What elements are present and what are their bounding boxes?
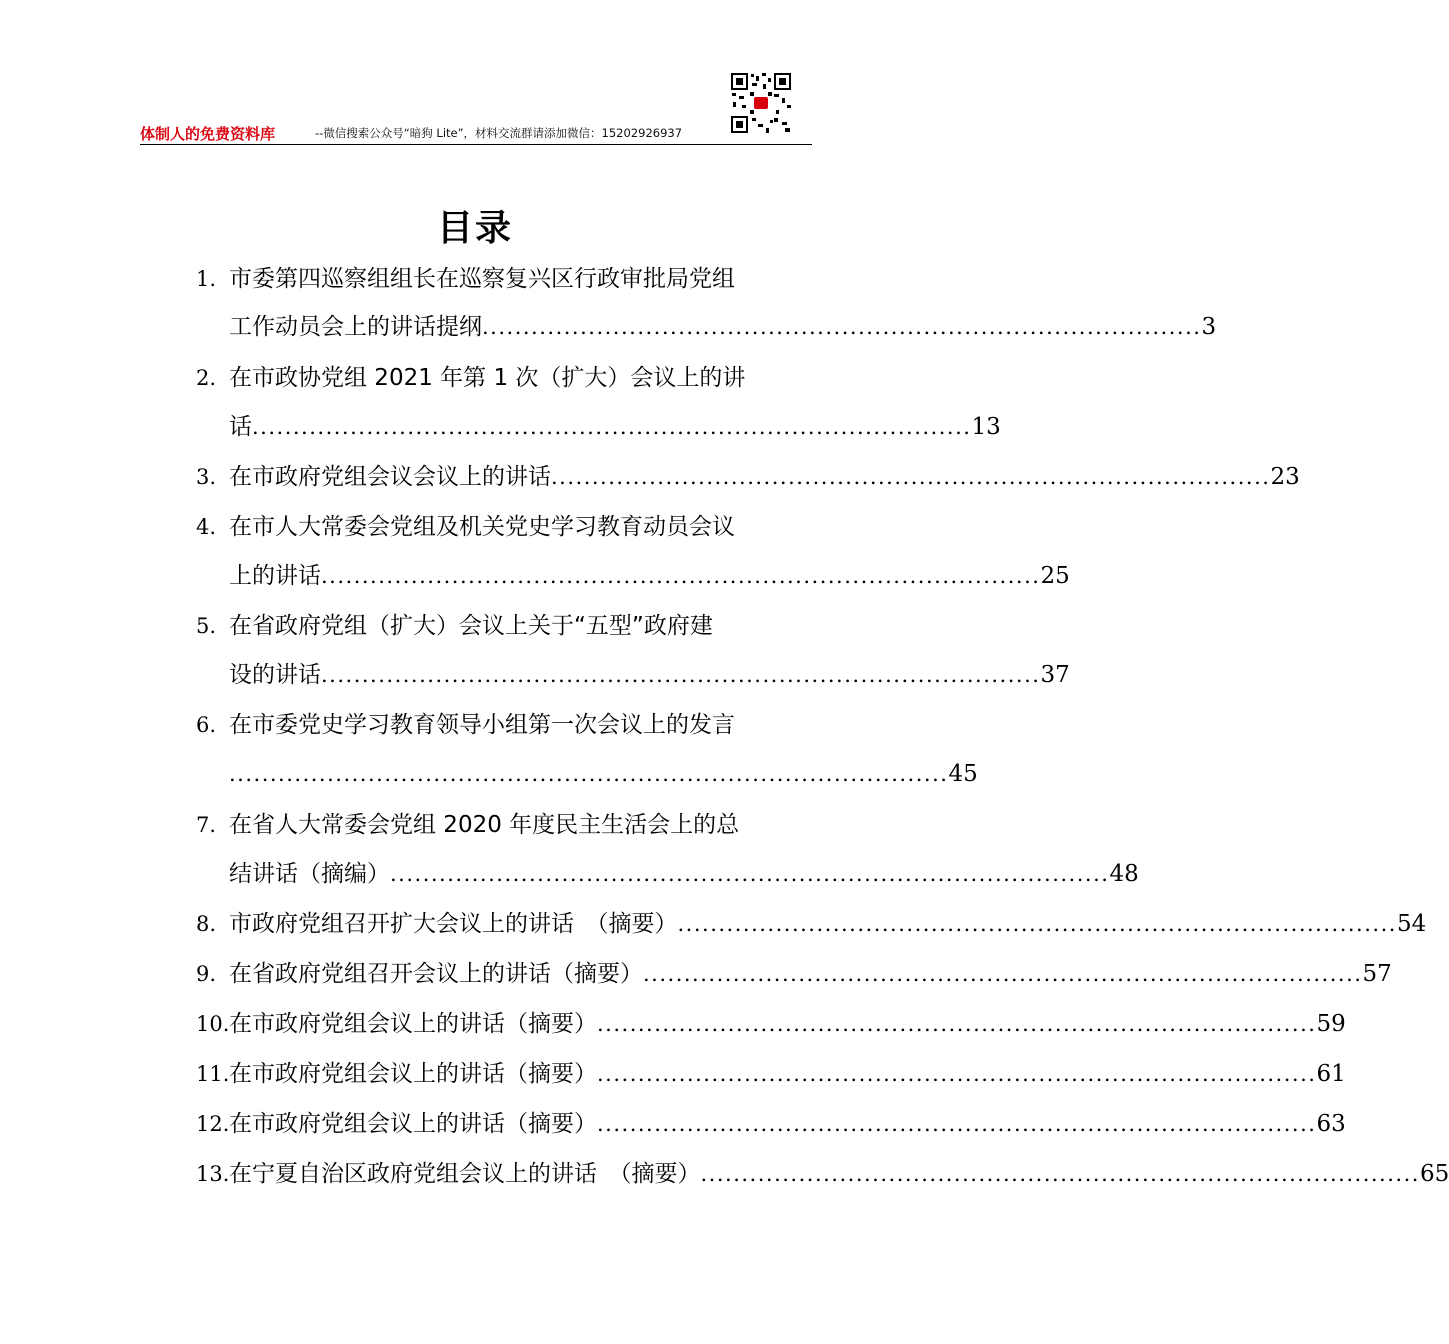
toc-item-6[interactable] (196, 705, 806, 745)
toc-item-11[interactable] (196, 1054, 1346, 1094)
toc-leader-dots: ........................................................................................ (597, 1112, 1317, 1136)
toc-item-number: 1. (196, 267, 217, 291)
toc-item-title: 在市政府党组会议上的讲话（摘要） (229, 1111, 597, 1137)
toc-page-number: 45 (948, 761, 978, 787)
toc-item-7-cont[interactable] (196, 854, 1139, 894)
toc-item-title: 市委第四巡察组组长在巡察复兴区行政审批局党组 (229, 266, 735, 292)
toc-leader-dots: ........................................................................................ (700, 1162, 1420, 1186)
toc-leader-dots: ........................................................................................ (551, 465, 1271, 489)
toc-item-3[interactable] (196, 457, 1300, 497)
toc-item-1[interactable] (196, 259, 806, 299)
toc-page-number: 23 (1270, 464, 1300, 490)
header-divider (140, 144, 812, 145)
toc-page-number: 57 (1362, 961, 1392, 987)
toc-leader-dots: ........................................................................................ (321, 564, 1041, 588)
toc-page-number: 13 (971, 414, 1001, 440)
toc-item-number: 5. (196, 614, 217, 638)
toc-item-number: 3. (196, 465, 217, 489)
toc-item-title: 在市政府党组会议上的讲话（摘要） (229, 1061, 597, 1087)
toc-item-number: 13. (196, 1162, 230, 1186)
header-tagline: --微信搜索公众号“暗狗 Lite”，材料交流群请添加微信：15202926937 (315, 126, 683, 140)
toc-item-title: 在省人大常委会党组 2020 年度民主生活会上的总 (229, 812, 740, 838)
toc-page-number: 25 (1040, 563, 1070, 589)
toc-item-5[interactable] (196, 606, 806, 646)
toc-leader-dots: ........................................................................................ (597, 1062, 1317, 1086)
toc-item-2-cont[interactable] (196, 407, 1001, 447)
toc-page-number: 65 (1419, 1161, 1449, 1187)
toc-item-number: 11. (196, 1062, 230, 1086)
toc-item-title: 在市人大常委会党组及机关党史学习教育动员会议 (229, 514, 735, 540)
qr-code-image (730, 72, 792, 134)
toc-page-number: 54 (1396, 911, 1427, 937)
toc-item-5-cont[interactable] (196, 655, 1070, 695)
header-brand: 体制人的免费资料库 (140, 125, 276, 143)
toc-item-title-cont: 设的讲话 (229, 662, 321, 688)
toc-item-2[interactable] (196, 358, 806, 398)
toc-item-title-cont: 上的讲话 (229, 563, 321, 589)
toc-page-number: 61 (1316, 1061, 1346, 1087)
toc-leader-dots: ........................................................................................ (597, 1012, 1317, 1036)
toc-item-title: 在省政府党组（扩大）会议上关于“五型”政府建 (229, 613, 713, 639)
toc-leader-dots: ........................................................................................ (482, 315, 1202, 339)
toc-item-number: 12. (196, 1112, 230, 1136)
toc-item-number: 7. (196, 813, 217, 837)
toc-leader-dots: ........................................................................................ (321, 663, 1041, 687)
toc-item-title: 市政府党组召开扩大会议上的讲话 （摘要） (229, 911, 678, 937)
toc-item-number: 4. (196, 515, 217, 539)
toc-item-title-cont: 结讲话（摘编） (229, 861, 390, 887)
toc-item-4-cont[interactable] (196, 556, 1070, 596)
toc-item-title: 在市政协党组 2021 年第 1 次（扩大）会议上的讲 (229, 365, 746, 391)
toc-item-title: 在宁夏自治区政府党组会议上的讲话 （摘要） (229, 1161, 701, 1187)
toc-item-12[interactable] (196, 1104, 1346, 1144)
toc-page-number: 3 (1201, 314, 1217, 340)
toc-item-title-cont: 工作动员会上的讲话提纲 (229, 314, 482, 340)
toc-item-title: 在市政府党组会议会议上的讲话 (229, 464, 551, 490)
toc-item-number: 9. (196, 962, 217, 986)
toc-item-4[interactable] (196, 507, 806, 547)
toc-item-1-cont[interactable] (196, 307, 1217, 347)
page-title: 目录 (436, 207, 513, 249)
toc-leader-dots: ........................................................................................ (252, 415, 972, 439)
toc-leader-dots: ........................................................................................ (643, 962, 1363, 986)
toc-item-title: 在市政府党组会议上的讲话（摘要） (229, 1011, 597, 1037)
toc-item-title-cont: 话 (229, 414, 252, 440)
toc-item-13[interactable] (196, 1154, 1449, 1194)
toc-leader-dots: ........................................................................................ (229, 762, 949, 786)
toc-item-number: 10. (196, 1012, 230, 1036)
toc-item-6-cont[interactable] (196, 754, 978, 794)
toc-page-number: 37 (1040, 662, 1070, 688)
toc-item-number: 2. (196, 366, 217, 390)
toc-item-title: 在市委党史学习教育领导小组第一次会议上的发言 (229, 712, 735, 738)
toc-item-number: 6. (196, 713, 217, 737)
toc-item-9[interactable] (196, 954, 1392, 994)
toc-item-number: 8. (196, 912, 217, 936)
page-header (140, 118, 812, 148)
toc-item-10[interactable] (196, 1004, 1346, 1044)
toc-page-number: 63 (1316, 1111, 1346, 1137)
toc-item-7[interactable] (196, 805, 806, 845)
toc-item-title: 在省政府党组召开会议上的讲话（摘要） (229, 961, 643, 987)
toc-page-number: 48 (1109, 861, 1139, 887)
toc-page-number: 59 (1316, 1011, 1346, 1037)
toc-leader-dots: ........................................................................................ (390, 862, 1110, 886)
toc-leader-dots: ........................................................................................ (677, 912, 1397, 936)
toc-item-8[interactable] (196, 904, 1427, 944)
